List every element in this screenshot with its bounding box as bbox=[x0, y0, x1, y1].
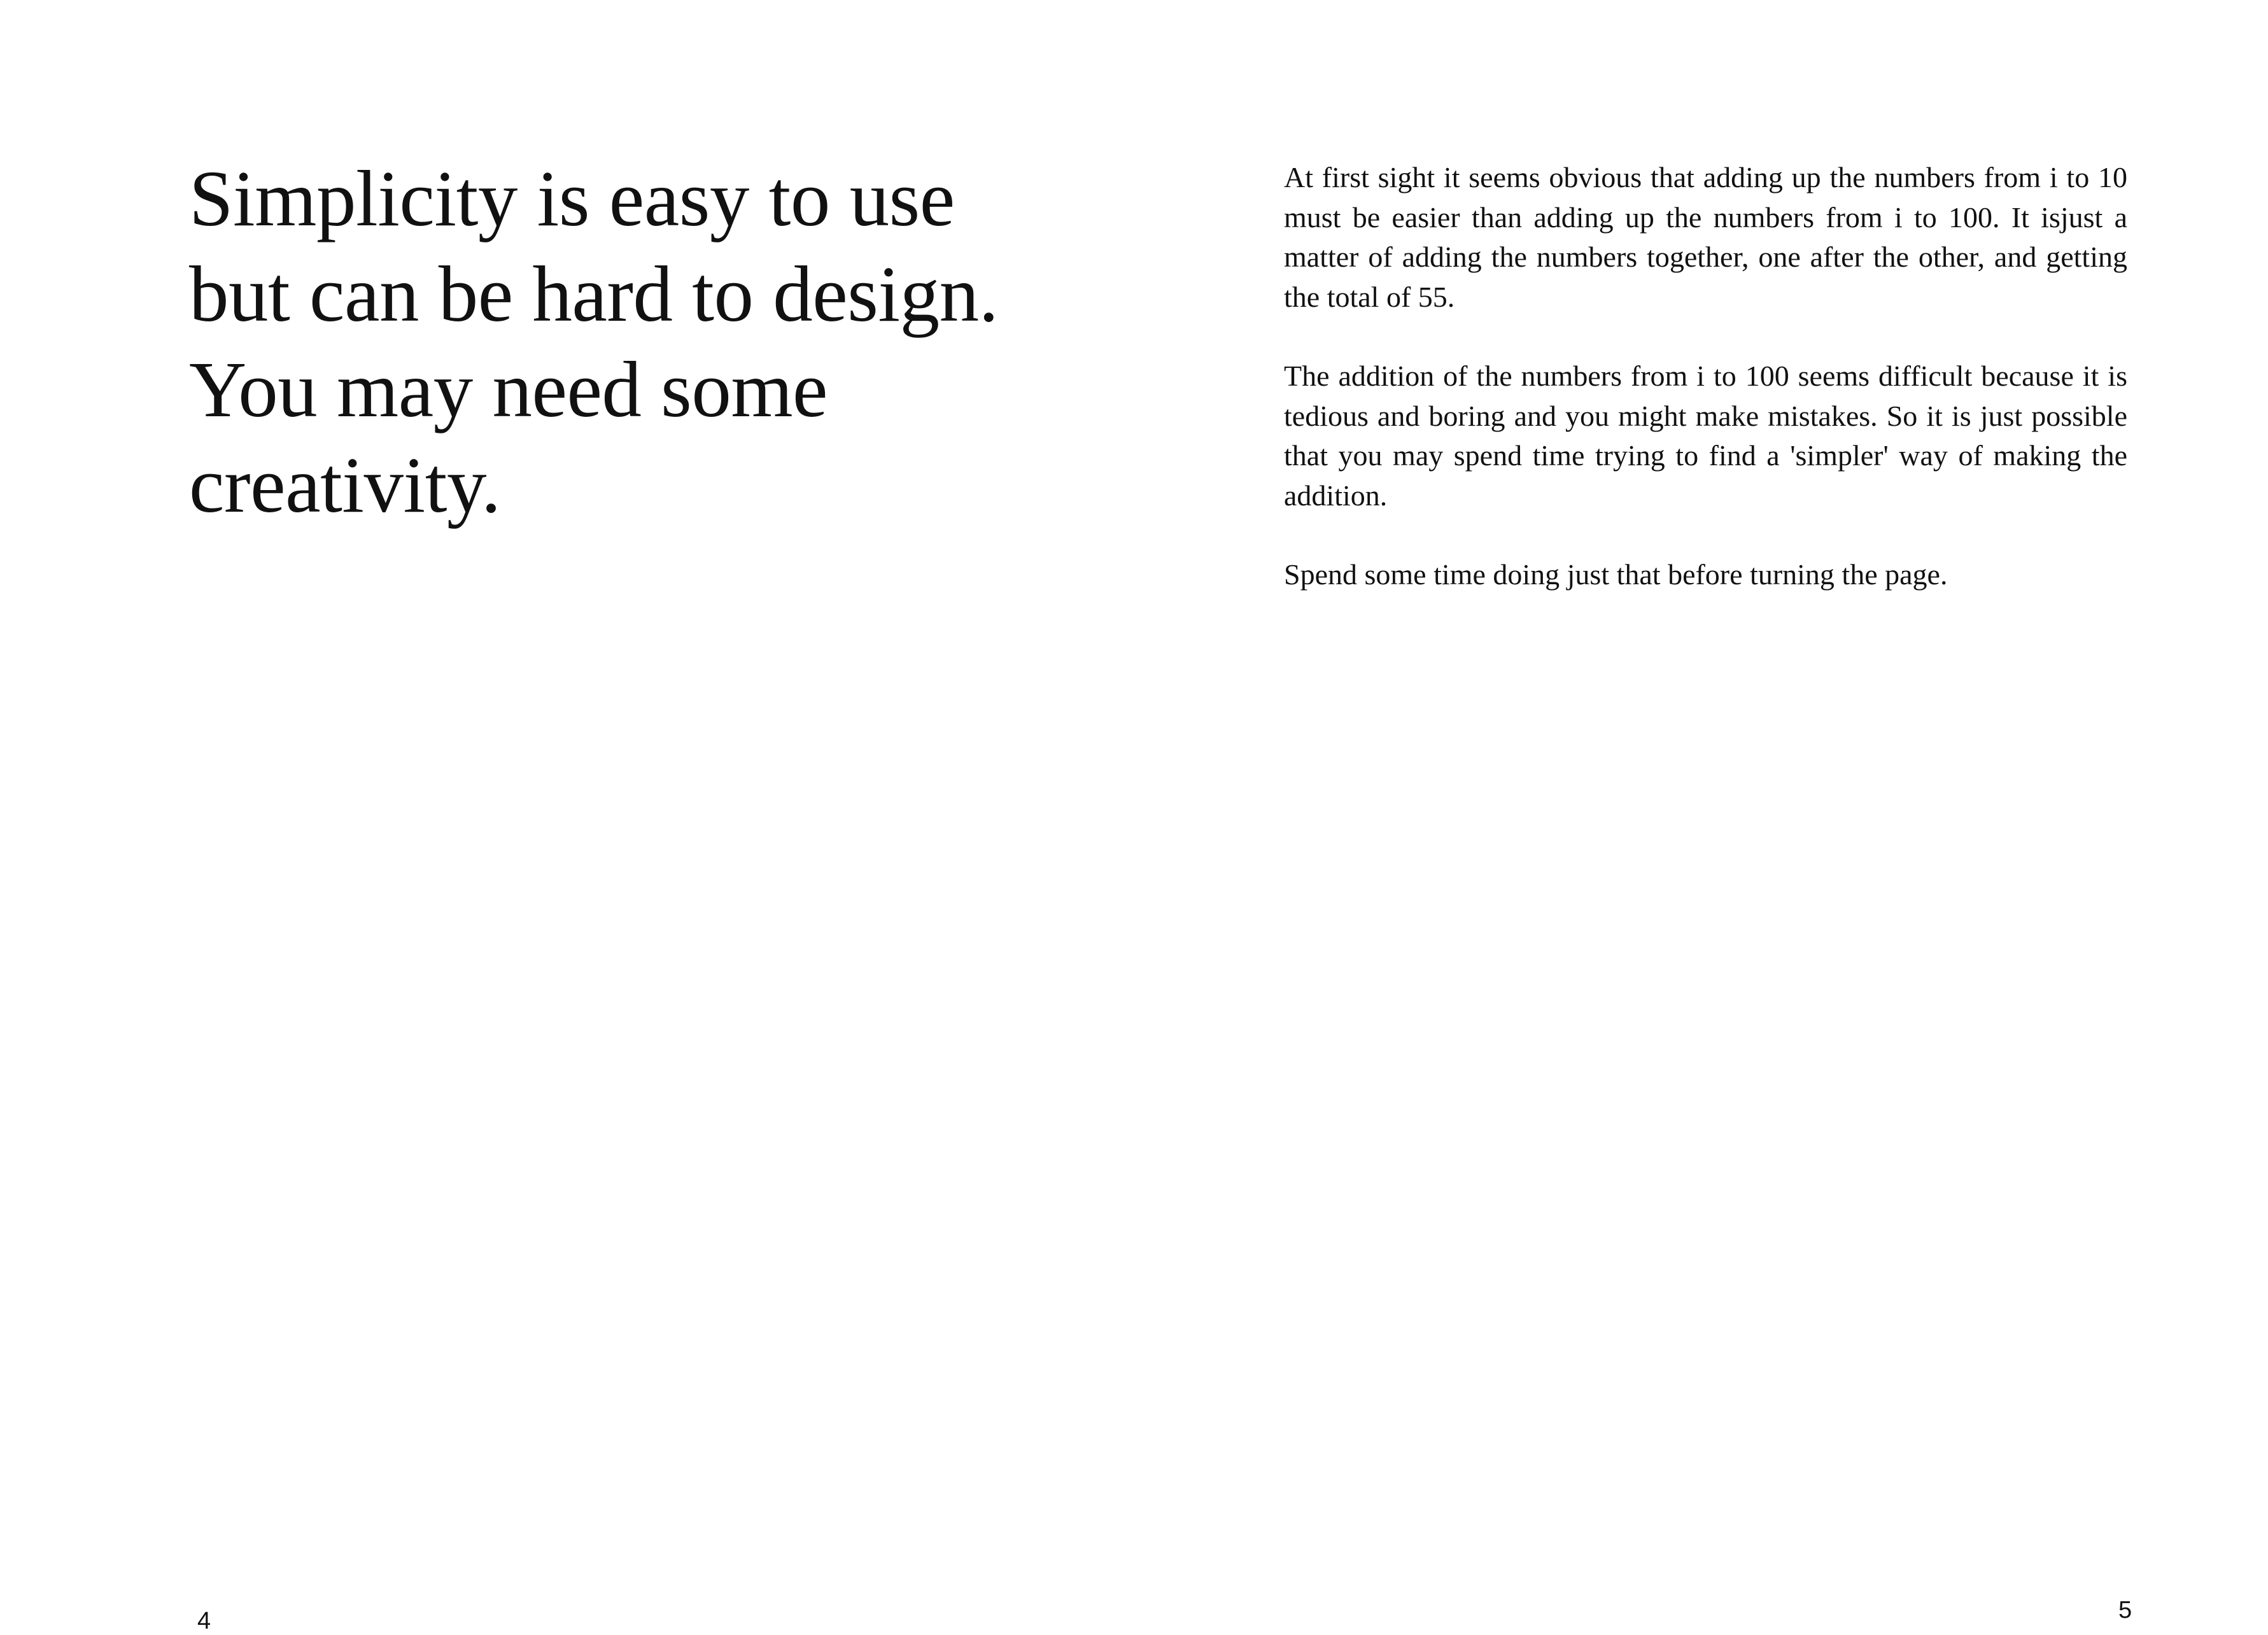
page-number: 4 bbox=[197, 1608, 211, 1634]
left-page bbox=[0, 0, 1133, 1634]
headline-line: creativity. bbox=[189, 442, 501, 530]
paragraph: Spend some time doing just that before turning the page. bbox=[1284, 558, 1948, 591]
headline-line: You may need some bbox=[189, 346, 828, 434]
right-page bbox=[1133, 0, 2268, 1623]
paragraph: The addition of the numbers from i to 100 seems difficult because it is tedious and boring and you might make mistakes. So it is just possible that you may spend time trying to find a 'simpler' way of making the addition. bbox=[1284, 360, 2127, 512]
paragraph: At first sight it seems obvious that adding up the numbers from i to 10 must be easier than adding up the numbers from i to 100. It isjust a matter of adding the numbers together, one after the other, and getting the total of 55. bbox=[1284, 161, 2127, 313]
body-text bbox=[1284, 158, 2127, 635]
headline bbox=[189, 151, 1080, 533]
page-number: 5 bbox=[2118, 1597, 2132, 1624]
headline-line: but can be hard to design. bbox=[189, 251, 999, 339]
headline-line: Simplicity is easy to use bbox=[189, 155, 955, 243]
